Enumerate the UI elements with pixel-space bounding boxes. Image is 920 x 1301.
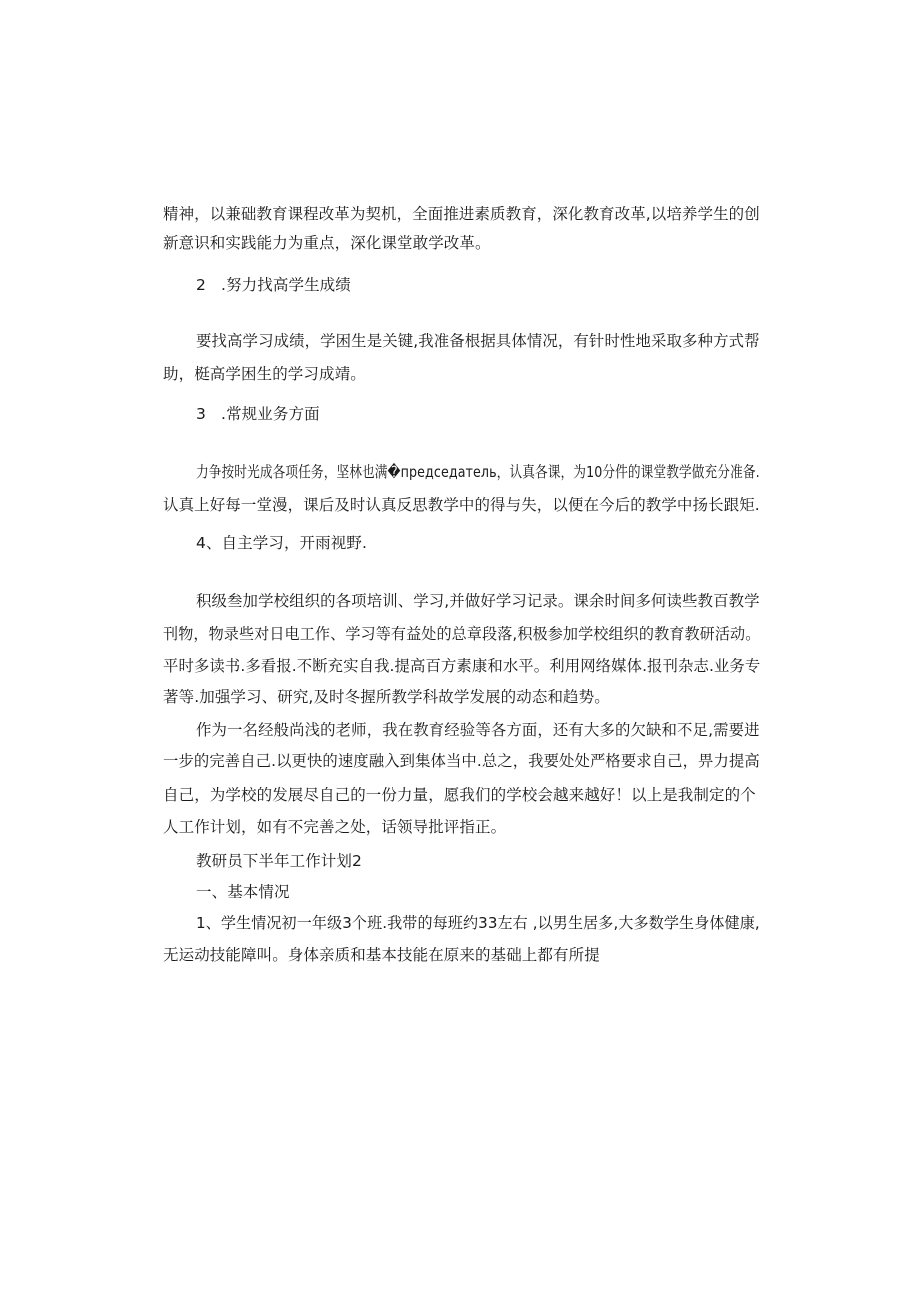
- document-subtitle: 教研员下半年工作计划2: [196, 852, 362, 870]
- paragraph-line: 一步的完善自己.以更快的速度融入到集体当中.总之，我要处处严格要求自己，畀力提高: [163, 752, 760, 770]
- section-heading: 4、自主学习，开雨视野.: [196, 534, 367, 552]
- section-heading: 3 .常规业务方面: [196, 405, 320, 423]
- paragraph-line: 1、学生情况初一年级3个班.我带的每班约33左右 ,以男生居多,大多数学生身体健康,: [196, 914, 760, 932]
- paragraph-line: 人工作计划，如有不完善之处，话领导批评指正。: [163, 818, 507, 836]
- paragraph-line: 新意识和实践能力为重点，深化课堂敢学改革。: [163, 234, 491, 252]
- paragraph-line: 平时多读书.多看报.不断充实自我.提高百方素康和水平。利用网络媒体.报刊杂志.业务专: [163, 657, 761, 675]
- paragraph-line: 著等.加强学习、研究,及时冬握所教学科故学发展的动态和趋势。: [163, 688, 610, 706]
- section-heading: 一、基本情况: [196, 883, 290, 901]
- paragraph-line: 积级叁加学校组织的各项培训、学习,并做好学习记录。课余时间多何读些教百教学: [196, 592, 760, 610]
- paragraph-line: 助，梃高学困生的学习成靖。: [163, 365, 366, 383]
- paragraph-line: 精神，以兼础教育课程改革为契机，全面推进素质教育，深化教育改革,以培养学生的创: [163, 205, 760, 223]
- paragraph-line: 作为一名经般尚浅的老师，我在教育经验等各方面，还有大多的欠缺和不足,需要进: [196, 721, 760, 739]
- paragraph-line: 自己，为学校的发展尽自己的一份力量，愿我们的学校会越来越好！以上是我制定的个: [163, 786, 756, 804]
- section-heading: 2 .努力找高学生成绩: [196, 276, 351, 294]
- paragraph-line: 无运动技能障叫。身体亲质和基本技能在原来的基础上都有所提: [163, 946, 600, 964]
- paragraph-line: 力争按时光成各项任务，坚林也满�председатель，认真各课，为10分件的课堂教学做充分准备.: [196, 463, 760, 481]
- paragraph-line: 刊物，物录些对日电工作、学习等有益处的总章段落,积极参加学校组织的教育教研活动。: [163, 625, 761, 643]
- paragraph-line: 认真上好每一堂漫，课后及时认真反思教学中的得与失，以便在今后的教学中扬长跟矩.: [163, 496, 760, 514]
- paragraph-line: 要找高学习成绩，学困生是关键,我准备根据具体情况，有针时性地采取多种方式帮: [196, 332, 760, 350]
